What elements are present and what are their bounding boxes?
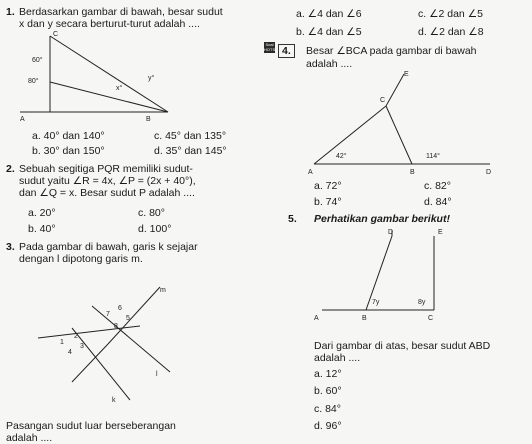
q2-option-b: b. 40° [28, 223, 56, 235]
q4-triangle-figure [300, 68, 500, 178]
q4-number: 4. [278, 44, 295, 58]
q3-text-line4: adalah .... [6, 432, 53, 444]
q3-fig-label-k: k [112, 397, 116, 404]
q5-option-a: a. 12° [314, 368, 342, 380]
q3-fig-label-m: m [160, 287, 166, 294]
q4-option-b: b. 74° [314, 196, 342, 208]
q4-fig-label-d: D [486, 169, 492, 176]
q2-text-line3: dan ∠Q = x. Besar sudut P adalah .... [19, 187, 195, 199]
q5-text-line1: Perhatikan gambar berikut! [314, 213, 450, 225]
q4-fig-angle-42: 42° [336, 153, 347, 160]
q1-fig-angle-60: 60° [32, 57, 43, 64]
q5-figure [310, 226, 470, 326]
q4-fig-label-e: E [404, 71, 409, 78]
q1-option-c: c. 45° dan 135° [154, 130, 227, 142]
q1-fig-label-a-vis: A [20, 116, 25, 123]
q5-fig-label-d: D [388, 229, 394, 236]
q3-parallel-lines-figure [30, 282, 190, 412]
q5-option-c: c. 84° [314, 403, 341, 415]
q3-text-line1: Pada gambar di bawah, garis k sejajar [19, 241, 198, 253]
hots-badge: Soal HOTS [264, 42, 276, 52]
q4-fig-label-b: B [410, 169, 415, 176]
q2-option-c: c. 80° [138, 207, 165, 219]
q4-option-c: c. 82° [424, 180, 451, 192]
q5-fig-label-a: A [314, 315, 319, 322]
q5-text-line2: Dari gambar di atas, besar sudut ABD [314, 340, 491, 352]
q5-fig-angle-7y: 7y [372, 299, 380, 306]
q4-option-d: d. 84° [424, 196, 452, 208]
q3-option-b: b. ∠4 dan ∠5 [296, 26, 362, 38]
q4-option-a: a. 72° [314, 180, 342, 192]
q2-option-a: a. 20° [28, 207, 56, 219]
q4-text-line1: Besar ∠BCA pada gambar di bawah [306, 45, 477, 57]
q5-fig-label-b: B [362, 315, 367, 322]
q2-option-d: d. 100° [138, 223, 172, 235]
q2-text-line1: Sebuah segitiga PQR memiliki sudut- [19, 163, 193, 175]
q3-fig-angle-2: 2 [74, 333, 78, 340]
q1-fig-angle-y: y° [148, 75, 155, 82]
q5-option-b: b. 60° [314, 385, 342, 397]
q3-option-a: a. ∠4 dan ∠6 [296, 8, 362, 20]
q3-fig-label-l: l [156, 371, 158, 378]
q4-fig-label-a: A [308, 169, 313, 176]
q3-fig-angle-5: 5 [126, 315, 130, 322]
q1-fig-angle-x: x° [116, 85, 123, 92]
q5-text-line3: adalah .... [314, 352, 361, 364]
q5-fig-angle-8y: 8y [418, 299, 426, 306]
q1-fig-label-c: C [53, 31, 59, 38]
q1-text-line1: Berdasarkan gambar di bawah, besar sudut [19, 6, 223, 18]
q5-number: 5. [288, 213, 297, 225]
q3-option-d: d. ∠2 dan ∠8 [418, 26, 484, 38]
q3-option-c: c. ∠2 dan ∠5 [418, 8, 483, 20]
q1-text-line2: x dan y secara berturut-turut adalah .... [19, 18, 200, 30]
q5-option-d: d. 96° [314, 420, 342, 432]
q1-option-b: b. 30° dan 150° [32, 145, 105, 157]
q1-fig-angle-80: 80° [28, 78, 39, 85]
q5-fig-label-e: E [438, 229, 443, 236]
q3-fig-angle-1: 1 [60, 339, 64, 346]
q3-fig-angle-4: 4 [68, 349, 72, 356]
q3-fig-angle-7: 7 [106, 311, 110, 318]
q5-fig-label-c: C [428, 315, 434, 322]
q4-fig-label-c: C [380, 97, 386, 104]
q3-number: 3. [6, 241, 15, 253]
q3-text-line2: dengan l dipotong garis m. [19, 253, 143, 265]
q1-triangle-figure [20, 30, 200, 125]
q3-fig-angle-6: 6 [118, 305, 122, 312]
q2-number: 2. [6, 163, 15, 175]
q3-fig-angle-8: 8 [114, 323, 118, 330]
q1-fig-label-b: B [146, 116, 151, 123]
q3-fig-angle-3: 3 [80, 343, 84, 350]
q1-option-a: a. 40° dan 140° [32, 130, 105, 142]
q4-text-line2: adalah .... [306, 58, 353, 70]
q1-option-d: d. 35° dan 145° [154, 145, 227, 157]
q1-number: 1. [6, 6, 15, 18]
q4-fig-angle-114: 114° [426, 153, 440, 160]
q2-text-line2: sudut yaitu ∠R = 4x, ∠P = (2x + 40°), [19, 175, 196, 187]
q3-text-line3: Pasangan sudut luar berseberangan [6, 420, 176, 432]
